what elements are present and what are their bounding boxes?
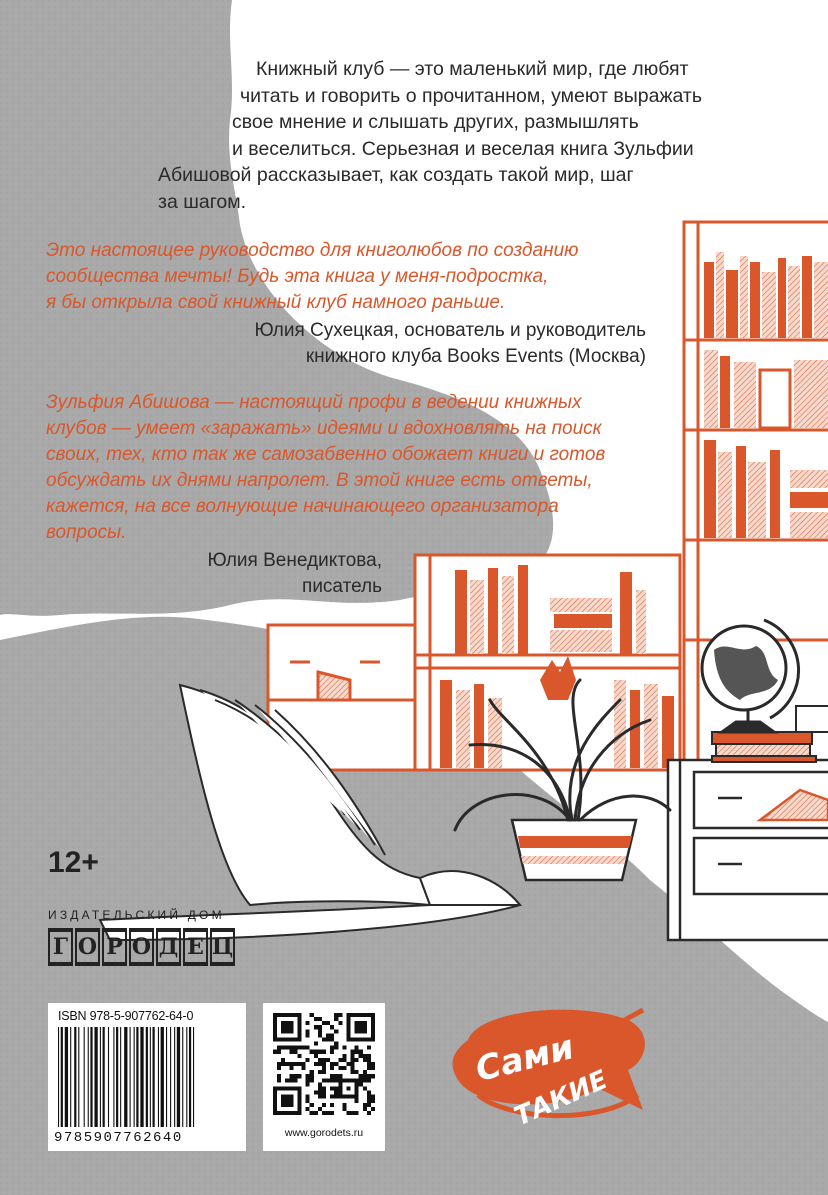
qr-module: [310, 1078, 314, 1082]
qr-module: [351, 1054, 355, 1058]
qr-module: [371, 1066, 375, 1070]
qr-module: [318, 1095, 322, 1099]
qr-module: [330, 1033, 334, 1037]
qr-module: [314, 1054, 318, 1058]
qr-module: [367, 1058, 371, 1062]
qr-module: [359, 1074, 363, 1078]
logo-letter: О: [129, 928, 154, 966]
qr-module: [310, 1013, 314, 1017]
quote-line: клубов — умеет «заражать» идеями и вдохновлять на поиск: [46, 418, 602, 439]
qr-module: [326, 1058, 330, 1062]
qr-module: [306, 1099, 310, 1103]
barcode-bar: [161, 1027, 164, 1127]
barcode-bar: [193, 1027, 194, 1127]
logo-letter: О: [75, 928, 100, 966]
qr-module: [334, 1013, 338, 1017]
qr-module: [297, 1062, 301, 1066]
author-line: Юлия Сухецкая, основатель и руководитель: [254, 320, 646, 341]
qr-module: [310, 1111, 314, 1115]
qr-module: [318, 1050, 322, 1054]
qr-module: [326, 1037, 330, 1041]
qr-module: [277, 1046, 281, 1050]
qr-module: [334, 1029, 338, 1033]
barcode-bar: [136, 1027, 138, 1127]
barcode-bar: [103, 1027, 105, 1127]
qr-module: [334, 1091, 338, 1095]
barcode-bar: [88, 1027, 89, 1127]
barcode-bar: [158, 1027, 159, 1127]
barcode-bar: [130, 1027, 131, 1127]
qr-module: [330, 1050, 334, 1054]
qr-module: [293, 1062, 297, 1066]
qr-module: [314, 1062, 318, 1066]
qr-module: [318, 1025, 322, 1029]
barcode-number: 9785907762640: [54, 1130, 183, 1146]
qr-module: [330, 1086, 334, 1090]
qr-module: [371, 1107, 375, 1111]
qr-module: [330, 1078, 334, 1082]
qr-module: [355, 1021, 367, 1033]
barcode-bar: [174, 1027, 175, 1127]
barcode-bar: [116, 1027, 118, 1127]
publisher-name: ИЗДАТЕЛЬСКИЙ ДОМ: [48, 908, 225, 922]
logo-letter: Е: [183, 928, 208, 966]
qr-module: [322, 1066, 326, 1070]
barcode-bar: [65, 1027, 68, 1127]
qr-module: [355, 1058, 359, 1062]
author-line: писатель: [302, 576, 382, 597]
isbn-label: ISBN 978-5-907762-64-0: [58, 1009, 194, 1023]
qr-module: [281, 1095, 293, 1107]
qr-module: [318, 1033, 322, 1037]
qr-module: [310, 1074, 314, 1078]
qr-module: [306, 1029, 310, 1033]
qr-module: [367, 1074, 371, 1078]
logo-letter: Ц: [210, 928, 235, 966]
qr-module: [330, 1095, 334, 1099]
quote-line: вопросы.: [46, 522, 127, 543]
qr-module: [334, 1046, 338, 1050]
qr-module: [355, 1099, 359, 1103]
qr-module: [322, 1062, 326, 1066]
qr-module: [330, 1037, 334, 1041]
qr-module: [281, 1058, 285, 1062]
qr-module: [318, 1017, 322, 1021]
barcode-bar: [78, 1027, 79, 1127]
barcode-bar: [182, 1027, 183, 1127]
qr-module: [318, 1107, 322, 1111]
qr-module: [306, 1058, 310, 1062]
qr-module: [318, 1070, 322, 1074]
qr-module: [273, 1050, 277, 1054]
qr-module: [351, 1066, 355, 1070]
qr-module: [346, 1062, 350, 1066]
barcode-bar: [170, 1027, 171, 1127]
blurb-line: Абишовой рассказывает, как создать такой мир, шаг: [158, 164, 634, 186]
barcode-bar: [70, 1027, 71, 1127]
barcode-bar: [189, 1027, 191, 1127]
qr-module: [371, 1062, 375, 1066]
qr-module: [289, 1046, 293, 1050]
qr-module: [342, 1054, 346, 1058]
series-logo-sami-takie: [438, 1000, 658, 1140]
qr-module: [314, 1025, 318, 1029]
qr-module: [359, 1082, 363, 1086]
qr-module: [277, 1074, 281, 1078]
qr-module: [314, 1017, 318, 1021]
qr-module: [306, 1046, 310, 1050]
qr-module: [359, 1054, 363, 1058]
qr-module: [346, 1086, 350, 1090]
qr-module: [367, 1103, 371, 1107]
series-logo-word2: ТАКИЕ: [509, 1064, 613, 1133]
qr-module: [293, 1046, 297, 1050]
qr-module: [338, 1074, 342, 1078]
qr-module: [322, 1037, 326, 1041]
qr-module: [314, 1042, 318, 1046]
qr-module: [322, 1021, 326, 1025]
qr-module: [302, 1046, 306, 1050]
qr-module: [297, 1054, 301, 1058]
qr-module: [355, 1070, 359, 1074]
qr-module: [310, 1070, 314, 1074]
quote-1: [46, 238, 578, 316]
qr-module: [285, 1078, 289, 1082]
website-url: www.gorodets.ru: [284, 1127, 364, 1139]
quote-line: Зульфия Абишова — настоящий профи в ведении книжных: [46, 392, 582, 413]
blurb-line: за шагом.: [158, 190, 247, 213]
qr-module: [338, 1021, 342, 1025]
qr-module: [314, 1111, 318, 1115]
qr-module: [367, 1095, 371, 1099]
quote-1-author: [254, 318, 646, 370]
qr-module: [281, 1046, 285, 1050]
qr-module: [302, 1066, 306, 1070]
book-blurb: [158, 56, 703, 215]
qr-module: [363, 1054, 367, 1058]
qr-module: [363, 1086, 367, 1090]
qr-module: [318, 1091, 322, 1095]
qr-module: [330, 1025, 334, 1029]
qr-module: [330, 1046, 334, 1050]
quote-line: Это настоящее руководство для книголюбов по созданию: [46, 240, 579, 261]
series-logo-word1: Сами: [471, 1027, 578, 1091]
qr-module: [371, 1095, 375, 1099]
qr-module: [342, 1107, 346, 1111]
qr-module: [342, 1046, 346, 1050]
qr-module: [281, 1062, 285, 1066]
qr-module: [322, 1070, 326, 1074]
qr-module: [367, 1054, 371, 1058]
barcode-bar: [134, 1027, 135, 1127]
qr-module: [318, 1058, 322, 1062]
barcode-bar: [120, 1027, 121, 1127]
barcode-bar: [108, 1027, 109, 1127]
qr-module: [334, 1062, 338, 1066]
barcode-bar: [90, 1027, 92, 1127]
quote-2-author: [208, 548, 383, 600]
quote-line: своих, тех, кто так же самозабвенно обожает книги и готов: [46, 444, 606, 465]
qr-module: [326, 1111, 330, 1115]
drawer-cabinet-right: [668, 760, 828, 940]
qr-module: [322, 1078, 326, 1082]
qr-module: [310, 1103, 314, 1107]
qr-module: [334, 1017, 338, 1021]
qr-module: [326, 1033, 330, 1037]
middle-bookcase: [415, 555, 680, 770]
qr-module: [297, 1074, 301, 1078]
barcode-bar: [61, 1027, 63, 1127]
age-rating: 12+: [48, 846, 99, 879]
qr-module: [334, 1095, 338, 1099]
qr-module: [306, 1107, 310, 1111]
qr-module: [363, 1103, 367, 1107]
qr-module: [367, 1062, 371, 1066]
qr-module: [322, 1091, 326, 1095]
qr-module: [363, 1070, 367, 1074]
qr-module: [322, 1095, 326, 1099]
qr-module: [302, 1062, 306, 1066]
qr-module: [355, 1111, 359, 1115]
qr-module: [293, 1074, 297, 1078]
qr-module: [322, 1050, 326, 1054]
author-line: книжного клуба Books Events (Москва): [305, 346, 646, 367]
quote-line: кажется, на все волнующие начинающего организатора: [46, 496, 559, 517]
tall-bookcase-books: [704, 252, 828, 538]
qr-module: [322, 1086, 326, 1090]
qr-module: [297, 1046, 301, 1050]
qr-module: [334, 1042, 338, 1046]
qr-module: [367, 1091, 371, 1095]
qr-module: [314, 1050, 318, 1054]
isbn-barcode: [48, 1003, 246, 1151]
qr-module: [334, 1086, 338, 1090]
qr-module: [293, 1050, 297, 1054]
barcode-bar: [94, 1027, 97, 1127]
qr-module: [363, 1078, 367, 1082]
qr-module: [289, 1062, 293, 1066]
qr-module: [351, 1070, 355, 1074]
qr-module: [359, 1050, 363, 1054]
publisher-logo: [48, 928, 235, 970]
blurb-line: свое мнение и слышать других, размышлять: [232, 111, 639, 133]
qr-module: [322, 1103, 326, 1107]
qr-module: [338, 1058, 342, 1062]
barcode-bar: [166, 1027, 167, 1127]
quote-line: сообщества мечты! Будь эта книга у меня-подростка,: [46, 266, 549, 287]
qr-module: [355, 1050, 359, 1054]
qr-module: [326, 1021, 330, 1025]
quote-line: обсуждать их днями напролет. В этой книге есть ответы,: [46, 470, 593, 491]
barcode-bar: [58, 1027, 59, 1127]
qr-module: [318, 1029, 322, 1033]
qr-code-block: [263, 1003, 385, 1151]
qr-module: [351, 1050, 355, 1054]
qr-module: [318, 1086, 322, 1090]
qr-module: [330, 1111, 334, 1115]
qr-module: [363, 1058, 367, 1062]
blurb-line: Книжный клуб — это маленький мир, где любят: [256, 58, 689, 80]
logo-letter: Г: [48, 928, 73, 966]
qr-module: [277, 1050, 281, 1054]
qr-module: [334, 1078, 338, 1082]
barcode-bar: [150, 1027, 151, 1127]
qr-module: [367, 1078, 371, 1082]
logo-letter: Д: [156, 928, 181, 966]
qr-module: [285, 1062, 289, 1066]
qr-module: [289, 1078, 293, 1082]
qr-module: [342, 1103, 346, 1107]
qr-module: [346, 1111, 350, 1115]
qr-module: [367, 1099, 371, 1103]
qr-module: [330, 1062, 334, 1066]
barcode-bar: [177, 1027, 180, 1127]
qr-module: [367, 1046, 371, 1050]
qr-module: [342, 1058, 346, 1062]
qr-module: [293, 1078, 297, 1082]
qr-module: [367, 1111, 371, 1115]
qr-module: [289, 1066, 293, 1070]
barcode-bar: [113, 1027, 114, 1127]
qr-module: [318, 1082, 322, 1086]
qr-module: [330, 1066, 334, 1070]
barcode-bar: [140, 1027, 143, 1127]
qr-module: [342, 1066, 346, 1070]
qr-module: [277, 1066, 281, 1070]
qr-module: [322, 1058, 326, 1062]
qr-module: [338, 1066, 342, 1070]
qr-module: [310, 1050, 314, 1054]
qr-module: [306, 1095, 310, 1099]
qr-module: [355, 1046, 359, 1050]
qr-module: [371, 1099, 375, 1103]
qr-module: [314, 1091, 318, 1095]
qr-module: [318, 1062, 322, 1066]
barcode-bar: [153, 1027, 155, 1127]
qr-module: [322, 1111, 326, 1115]
qr-module: [330, 1103, 334, 1107]
author-line: Юлия Венедиктова,: [207, 550, 382, 571]
barcode-bars: [56, 1027, 240, 1127]
barcode-bar: [84, 1027, 85, 1127]
qr-module: [277, 1078, 281, 1082]
qr-code: [273, 1013, 375, 1115]
qr-module: [371, 1074, 375, 1078]
qr-module: [363, 1107, 367, 1111]
barcode-bar: [124, 1027, 127, 1127]
logo-letter: Р: [102, 928, 127, 966]
barcode-bar: [74, 1027, 76, 1127]
qr-module: [306, 1033, 310, 1037]
quote-line: я бы открыла свой книжный клуб намного раньше.: [46, 292, 506, 313]
qr-module: [334, 1074, 338, 1078]
qr-module: [338, 1013, 342, 1017]
qr-module: [351, 1111, 355, 1115]
qr-module: [306, 1021, 310, 1025]
barcode-bar: [186, 1027, 187, 1127]
qr-module: [281, 1021, 293, 1033]
qr-module: [285, 1046, 289, 1050]
qr-module: [367, 1066, 371, 1070]
qr-module: [277, 1062, 281, 1066]
barcode-bar: [100, 1027, 101, 1127]
qr-module: [289, 1074, 293, 1078]
qr-module: [363, 1074, 367, 1078]
qr-module: [326, 1078, 330, 1082]
qr-module: [306, 1078, 310, 1082]
blurb-line: и веселиться. Серьезная и веселая книга Зульфии: [232, 137, 694, 160]
quote-2: [46, 390, 605, 546]
barcode-bar: [146, 1027, 148, 1127]
qr-module: [289, 1050, 293, 1054]
qr-module: [306, 1082, 310, 1086]
qr-module: [306, 1074, 310, 1078]
qr-module: [351, 1058, 355, 1062]
qr-module: [359, 1078, 363, 1082]
qr-module: [330, 1074, 334, 1078]
qr-module: [351, 1062, 355, 1066]
blurb-line: читать и говорить о прочитанном, умеют выражать: [240, 84, 703, 107]
